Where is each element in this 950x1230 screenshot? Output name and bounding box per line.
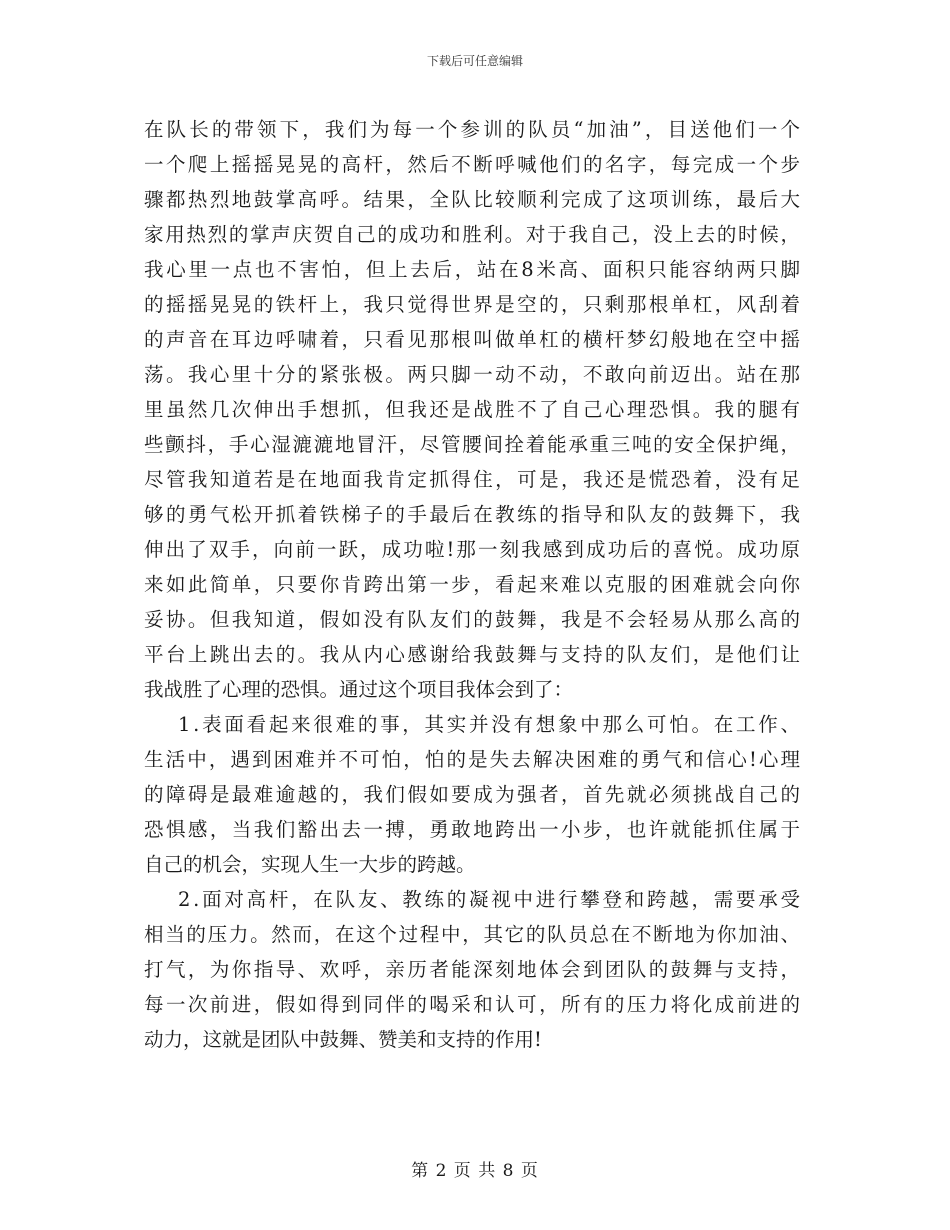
text-line: 我心里一点也不害怕，但上去后，站在8米高、面积只能容纳两只脚 xyxy=(144,258,803,281)
text-line: 在队长的带领下，我们为每一个参训的队员“加油”，目送他们一个 xyxy=(144,118,804,141)
text-line: 2.面对高杆，在队友、教练的凝视中进行攀登和跨越，需要承受 xyxy=(178,888,803,911)
text-line: 妥协。但我知道，假如没有队友们的鼓舞，我是不会轻易从那么高的 xyxy=(144,608,803,631)
text-line: 骤都热烈地鼓掌高呼。结果，全队比较顺利完成了这项训练，最后大 xyxy=(144,188,803,211)
text-line: 1.表面看起来很难的事，其实并没有想象中那么可怕。在工作、 xyxy=(178,713,803,736)
text-line: 相当的压力。然而，在这个过程中，其它的队员总在不断地为你加油、 xyxy=(144,923,802,946)
paragraph-3 xyxy=(144,882,803,1057)
text-line: 动力，这就是团队中鼓舞、赞美和支持的作用! xyxy=(144,1028,542,1051)
text-line: 些颤抖，手心湿漉漉地冒汗，尽管腰间拴着能承重三吨的安全保护绳， xyxy=(144,433,802,456)
text-line: 一个爬上摇摇晃晃的高杆，然后不断呼喊他们的名字，每完成一个步 xyxy=(144,153,803,176)
text-line: 我战胜了心理的恐惧。通过这个项目我体会到了： xyxy=(144,678,574,701)
text-line: 每一次前进，假如得到同伴的喝采和认可，所有的压力将化成前进的 xyxy=(144,993,803,1016)
text-line: 尽管我知道若是在地面我肯定抓得住，可是，我还是慌恐着，没有足 xyxy=(144,468,803,491)
text-line: 自己的机会，实现人生一大步的跨越。 xyxy=(144,853,476,876)
text-line: 伸出了双手，向前一跃，成功啦!那一刻我感到成功后的喜悦。成功原 xyxy=(144,538,803,561)
page-number-footer: 第 2 页 共 8 页 xyxy=(411,1161,539,1181)
text-line: 恐惧感，当我们豁出去一搏，勇敢地跨出一小步，也许就能抓住属于 xyxy=(144,818,803,841)
text-line: 的障碍是最难逾越的，我们假如要成为强者，首先就必须挑战自己的 xyxy=(144,783,803,806)
text-line: 的声音在耳边呼啸着，只看见那根叫做单杠的横杆梦幻般地在空中摇 xyxy=(144,328,803,351)
text-line: 的摇摇晃晃的铁杆上，我只觉得世界是空的，只剩那根单杠，风刮着 xyxy=(144,293,803,316)
text-line: 家用热烈的掌声庆贺自己的成功和胜利。对于我自己，没上去的时候， xyxy=(144,223,802,246)
text-line: 里虽然几次伸出手想抓，但我还是战胜不了自己心理恐惧。我的腿有 xyxy=(144,398,803,421)
paragraph-1 xyxy=(144,112,804,707)
text-line: 生活中，遇到困难并不可怕，怕的是失去解决困难的勇气和信心!心理 xyxy=(144,748,803,771)
text-line: 平台上跳出去的。我从内心感谢给我鼓舞与支持的队友们，是他们让 xyxy=(144,643,803,666)
paragraph-2 xyxy=(144,707,803,882)
text-line: 够的勇气松开抓着铁梯子的手最后在教练的指导和队友的鼓舞下，我 xyxy=(144,503,803,526)
document-body xyxy=(144,112,804,1057)
text-line: 打气，为你指导、欢呼，亲历者能深刻地体会到团队的鼓舞与支持， xyxy=(144,958,803,981)
text-line: 来如此简单，只要你肯跨出第一步，看起来难以克服的困难就会向你 xyxy=(144,573,803,596)
text-line: 荡。我心里十分的紧张极。两只脚一动不动，不敢向前迈出。站在那 xyxy=(144,363,803,386)
page-header: 下载后可任意编辑 xyxy=(426,54,523,68)
